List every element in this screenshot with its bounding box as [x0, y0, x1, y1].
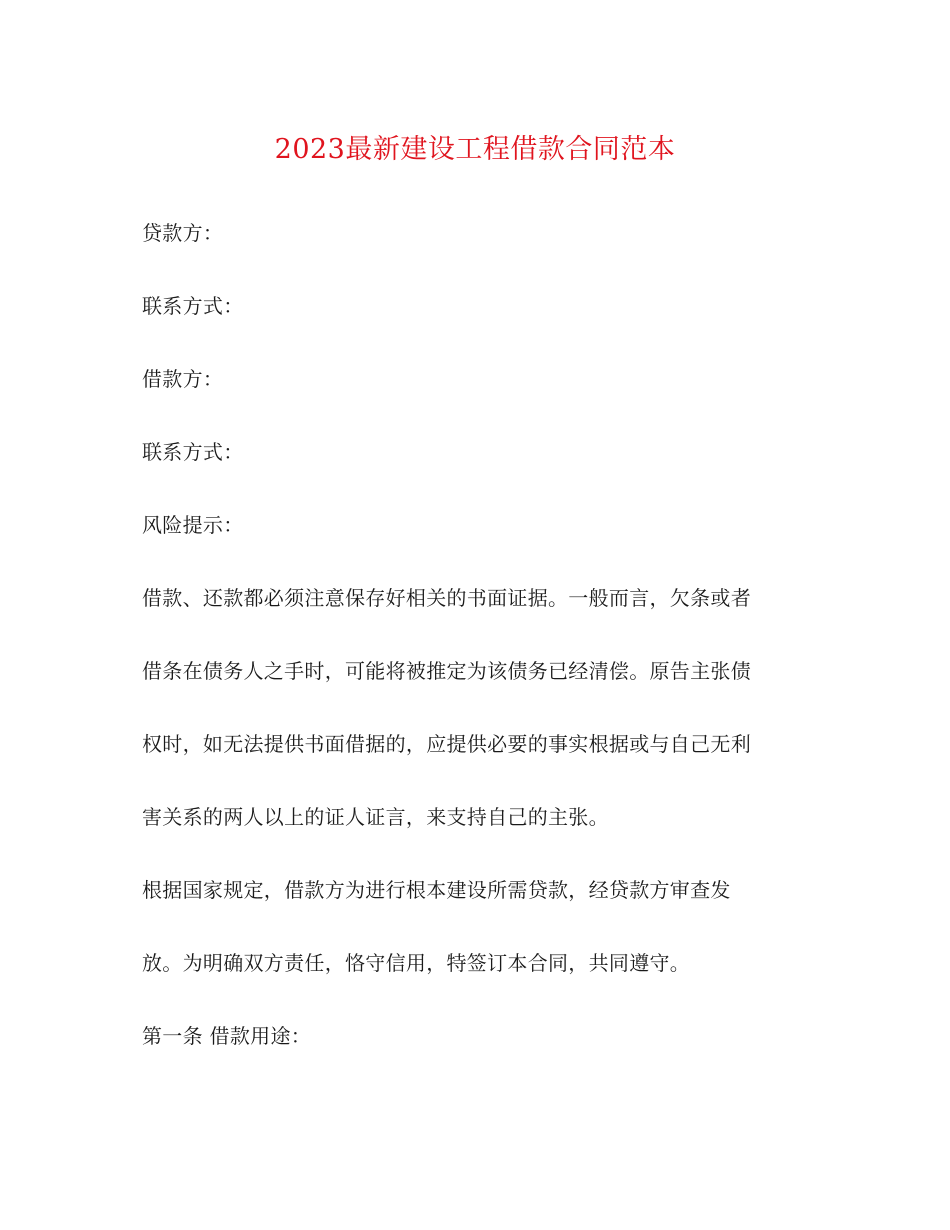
- intro-paragraph-line: 根据国家规定，借款方为进行根本建设所需贷款，经贷款方审查发: [142, 878, 731, 902]
- risk-paragraph-line: 权时，如无法提供书面借据的，应提供必要的事实根据或与自己无利: [142, 732, 751, 756]
- lender-field-label: 贷款方：: [142, 221, 224, 245]
- intro-paragraph-line: 放。为明确双方责任，恪守信用，特签订本合同，共同遵守。: [142, 951, 691, 975]
- risk-paragraph-line: 借条在债务人之手时，可能将被推定为该债务已经清偿。原告主张债: [142, 659, 751, 683]
- article-1-heading: 第一条 借款用途：: [142, 1024, 312, 1048]
- borrower-contact-label: 联系方式：: [142, 440, 244, 464]
- lender-contact-label: 联系方式：: [142, 294, 244, 318]
- document-title: 2023最新建设工程借款合同范本: [274, 134, 676, 165]
- risk-notice-heading: 风险提示：: [142, 513, 244, 537]
- borrower-field-label: 借款方：: [142, 367, 224, 391]
- risk-paragraph-line: 借款、还款都必须注意保存好相关的书面证据。一般而言，欠条或者: [142, 586, 751, 610]
- risk-paragraph-line: 害关系的两人以上的证人证言，来支持自己的主张。: [142, 805, 609, 829]
